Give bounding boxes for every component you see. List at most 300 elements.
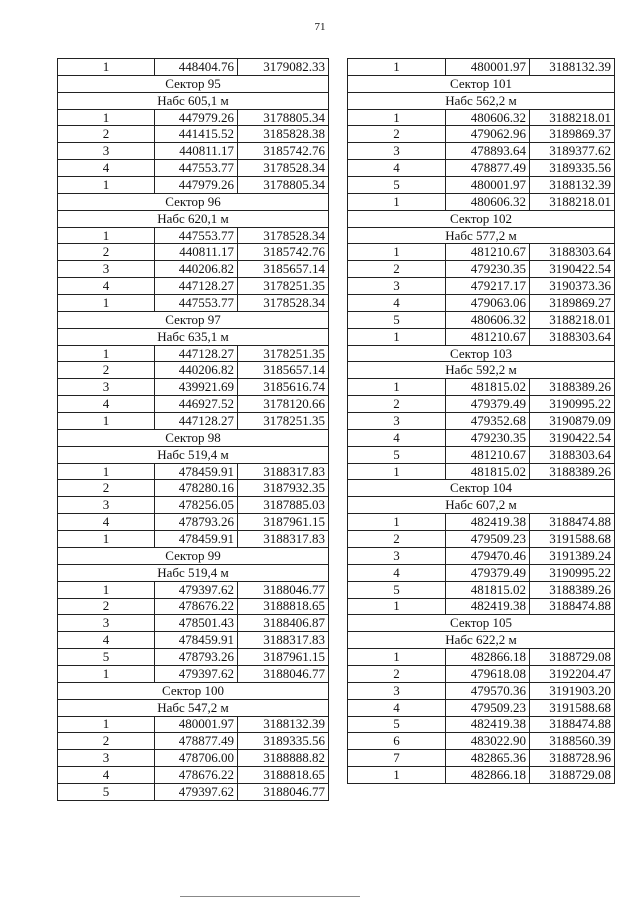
point-number: 1 [58,463,155,480]
x-coordinate: 448404.76 [155,59,238,76]
y-coordinate: 3178528.34 [238,227,329,244]
coordinate-row [58,126,329,143]
sector-header-text: Набс 620,1 м [58,210,329,227]
coordinate-row [348,750,615,767]
coordinate-row [348,295,615,312]
x-coordinate: 482419.38 [446,598,530,615]
x-coordinate: 479618.08 [446,665,530,682]
x-coordinate: 479509.23 [446,699,530,716]
y-coordinate: 3190422.54 [530,429,615,446]
point-number: 1 [348,328,446,345]
x-coordinate: 478793.26 [155,649,238,666]
coordinate-row [348,126,615,143]
sector-header-text: Набс 592,2 м [348,362,615,379]
y-coordinate: 3178805.34 [238,177,329,194]
sector-header-row [58,446,329,463]
point-number: 1 [58,665,155,682]
coordinate-row [58,278,329,295]
y-coordinate: 3189335.56 [530,160,615,177]
x-coordinate: 481210.67 [446,446,530,463]
x-coordinate: 479352.68 [446,413,530,430]
x-coordinate: 478893.64 [446,143,530,160]
y-coordinate: 3185828.38 [238,126,329,143]
x-coordinate: 480606.32 [446,311,530,328]
x-coordinate: 478877.49 [155,733,238,750]
point-number: 1 [58,59,155,76]
x-coordinate: 440206.82 [155,261,238,278]
x-coordinate: 480001.97 [155,716,238,733]
coordinate-row [58,733,329,750]
sector-header-text: Сектор 99 [58,547,329,564]
y-coordinate: 3178251.35 [238,413,329,430]
coordinate-row [348,649,615,666]
coordinate-row [58,632,329,649]
x-coordinate: 478459.91 [155,531,238,548]
x-coordinate: 440811.17 [155,244,238,261]
coordinate-row [58,783,329,800]
point-number: 5 [58,783,155,800]
y-coordinate: 3188818.65 [238,767,329,784]
point-number: 2 [58,244,155,261]
point-number: 2 [348,531,446,548]
x-coordinate: 439921.69 [155,379,238,396]
x-coordinate: 479217.17 [446,278,530,295]
point-number: 3 [348,547,446,564]
y-coordinate: 3188218.01 [530,109,615,126]
point-number: 1 [58,345,155,362]
x-coordinate: 479230.35 [446,261,530,278]
y-coordinate: 3188474.88 [530,514,615,531]
sector-header-text: Сектор 96 [58,193,329,210]
coordinate-row [348,328,615,345]
coordinate-row [58,362,329,379]
point-number: 3 [58,379,155,396]
sector-header-text: Сектор 105 [348,615,615,632]
point-number: 1 [58,109,155,126]
x-coordinate: 447553.77 [155,160,238,177]
y-coordinate: 3188218.01 [530,311,615,328]
coordinates-table-left [57,58,329,801]
x-coordinate: 478706.00 [155,750,238,767]
point-number: 2 [348,665,446,682]
sector-header-text: Набс 577,2 м [348,227,615,244]
coordinate-row [348,699,615,716]
y-coordinate: 3191903.20 [530,682,615,699]
point-number: 1 [58,413,155,430]
coordinate-row [348,665,615,682]
point-number: 4 [348,295,446,312]
x-coordinate: 446927.52 [155,396,238,413]
y-coordinate: 3188389.26 [530,379,615,396]
point-number: 3 [58,615,155,632]
coordinate-row [58,716,329,733]
y-coordinate: 3188303.64 [530,244,615,261]
coordinate-row [348,716,615,733]
sector-header-text: Сектор 104 [348,480,615,497]
coordinate-row [348,244,615,261]
sector-header-row [348,362,615,379]
x-coordinate: 447128.27 [155,413,238,430]
x-coordinate: 480606.32 [446,109,530,126]
y-coordinate: 3178120.66 [238,396,329,413]
x-coordinate: 479063.06 [446,295,530,312]
coordinate-row [348,396,615,413]
sector-header-row [348,75,615,92]
x-coordinate: 481815.02 [446,379,530,396]
y-coordinate: 3191588.68 [530,531,615,548]
point-number: 1 [348,463,446,480]
point-number: 2 [58,733,155,750]
point-number: 4 [58,160,155,177]
x-coordinate: 482419.38 [446,716,530,733]
sector-header-text: Сектор 97 [58,311,329,328]
sector-header-text: Сектор 103 [348,345,615,362]
sector-header-row [58,311,329,328]
x-coordinate: 482866.18 [446,649,530,666]
coordinate-row [348,413,615,430]
point-number: 1 [348,649,446,666]
coordinate-row [58,649,329,666]
x-coordinate: 479509.23 [446,531,530,548]
y-coordinate: 3189869.27 [530,295,615,312]
x-coordinate: 478501.43 [155,615,238,632]
y-coordinate: 3185616.74 [238,379,329,396]
y-coordinate: 3188560.39 [530,733,615,750]
x-coordinate: 482866.18 [446,767,530,784]
sector-header-text: Набс 605,1 м [58,92,329,109]
point-number: 2 [348,261,446,278]
point-number: 1 [58,295,155,312]
sector-header-row [348,497,615,514]
point-number: 4 [58,278,155,295]
coordinate-row [348,581,615,598]
x-coordinate: 478877.49 [446,160,530,177]
point-number: 3 [58,143,155,160]
point-number: 4 [348,564,446,581]
sector-header-row [58,210,329,227]
y-coordinate: 3188389.26 [530,581,615,598]
y-coordinate: 3188729.08 [530,767,615,784]
y-coordinate: 3188729.08 [530,649,615,666]
point-number: 1 [348,598,446,615]
x-coordinate: 478676.22 [155,767,238,784]
point-number: 1 [58,581,155,598]
point-number: 1 [58,531,155,548]
coordinate-row [348,429,615,446]
y-coordinate: 3190879.09 [530,413,615,430]
x-coordinate: 478459.91 [155,463,238,480]
x-coordinate: 478280.16 [155,480,238,497]
y-coordinate: 3185657.14 [238,261,329,278]
sector-header-row [348,227,615,244]
sector-header-text: Набс 562,2 м [348,92,615,109]
point-number: 7 [348,750,446,767]
y-coordinate: 3188406.87 [238,615,329,632]
y-coordinate: 3187961.15 [238,514,329,531]
point-number: 1 [348,514,446,531]
coordinate-row [348,59,615,76]
point-number: 4 [58,514,155,531]
scan-edge-line [180,896,360,897]
sector-header-text: Набс 519,4 м [58,446,329,463]
x-coordinate: 441415.52 [155,126,238,143]
x-coordinate: 447553.77 [155,295,238,312]
x-coordinate: 479379.49 [446,396,530,413]
sector-header-row [58,429,329,446]
y-coordinate: 3190422.54 [530,261,615,278]
point-number: 4 [58,396,155,413]
y-coordinate: 3185742.76 [238,143,329,160]
x-coordinate: 479062.96 [446,126,530,143]
coordinate-row [58,295,329,312]
point-number: 4 [58,767,155,784]
x-coordinate: 479397.62 [155,783,238,800]
x-coordinate: 482419.38 [446,514,530,531]
y-coordinate: 3188132.39 [530,59,615,76]
y-coordinate: 3178805.34 [238,109,329,126]
x-coordinate: 481210.67 [446,244,530,261]
point-number: 3 [348,682,446,699]
sector-header-text: Набс 622,2 м [348,632,615,649]
y-coordinate: 3188474.88 [530,598,615,615]
point-number: 4 [348,699,446,716]
coordinate-row [58,261,329,278]
x-coordinate: 447128.27 [155,278,238,295]
coordinate-row [58,581,329,598]
y-coordinate: 3178251.35 [238,345,329,362]
x-coordinate: 447979.26 [155,177,238,194]
y-coordinate: 3188303.64 [530,446,615,463]
y-coordinate: 3188888.82 [238,750,329,767]
y-coordinate: 3188474.88 [530,716,615,733]
coordinate-row [58,767,329,784]
x-coordinate: 479397.62 [155,581,238,598]
y-coordinate: 3190995.22 [530,564,615,581]
coordinate-row [348,547,615,564]
y-coordinate: 3189335.56 [238,733,329,750]
point-number: 1 [348,244,446,261]
coordinate-row [348,261,615,278]
point-number: 1 [348,59,446,76]
point-number: 4 [348,429,446,446]
point-number: 1 [58,227,155,244]
y-coordinate: 3178251.35 [238,278,329,295]
point-number: 5 [348,177,446,194]
coordinate-row [58,497,329,514]
point-number: 3 [348,413,446,430]
x-coordinate: 447128.27 [155,345,238,362]
y-coordinate: 3191389.24 [530,547,615,564]
point-number: 1 [348,193,446,210]
coordinate-row [348,278,615,295]
sector-header-text: Сектор 95 [58,75,329,92]
y-coordinate: 3192204.47 [530,665,615,682]
y-coordinate: 3188389.26 [530,463,615,480]
coordinate-row [58,463,329,480]
y-coordinate: 3188303.64 [530,328,615,345]
sector-header-text: Сектор 101 [348,75,615,92]
coordinate-row [348,311,615,328]
point-number: 1 [58,177,155,194]
y-coordinate: 3188132.39 [238,716,329,733]
y-coordinate: 3190995.22 [530,396,615,413]
x-coordinate: 480001.97 [446,177,530,194]
point-number: 2 [58,362,155,379]
point-number: 2 [348,126,446,143]
point-number: 1 [348,109,446,126]
point-number: 5 [348,581,446,598]
x-coordinate: 481210.67 [446,328,530,345]
point-number: 4 [348,160,446,177]
y-coordinate: 3188046.77 [238,581,329,598]
coordinate-row [58,59,329,76]
y-coordinate: 3188818.65 [238,598,329,615]
point-number: 1 [348,379,446,396]
y-coordinate: 3188218.01 [530,193,615,210]
sector-header-row [58,328,329,345]
x-coordinate: 479230.35 [446,429,530,446]
point-number: 5 [348,311,446,328]
point-number: 2 [348,396,446,413]
point-number: 1 [348,767,446,784]
point-number: 2 [58,598,155,615]
sector-header-text: Набс 519,4 м [58,564,329,581]
sector-header-text: Набс 547,2 м [58,699,329,716]
coordinate-row [348,733,615,750]
point-number: 5 [58,649,155,666]
sector-header-row [348,480,615,497]
coordinate-row [348,143,615,160]
sector-header-text: Сектор 102 [348,210,615,227]
sector-header-text: Набс 635,1 м [58,328,329,345]
coordinate-row [348,767,615,784]
coordinate-row [58,531,329,548]
sector-header-text: Сектор 98 [58,429,329,446]
coordinate-row [348,109,615,126]
x-coordinate: 481815.02 [446,581,530,598]
coordinate-row [58,396,329,413]
x-coordinate: 480001.97 [446,59,530,76]
coordinate-row [348,193,615,210]
coordinate-row [58,514,329,531]
coordinate-row [348,177,615,194]
x-coordinate: 447979.26 [155,109,238,126]
x-coordinate: 447553.77 [155,227,238,244]
coordinate-row [58,615,329,632]
y-coordinate: 3187961.15 [238,649,329,666]
coordinates-table-right [347,58,615,784]
sector-header-row [58,193,329,210]
y-coordinate: 3185657.14 [238,362,329,379]
sector-header-row [58,699,329,716]
page-number: 71 [314,21,326,33]
sector-header-row [58,92,329,109]
coordinate-row [348,682,615,699]
y-coordinate: 3187885.03 [238,497,329,514]
sector-header-row [348,210,615,227]
x-coordinate: 480606.32 [446,193,530,210]
y-coordinate: 3188317.83 [238,463,329,480]
coordinate-row [348,531,615,548]
x-coordinate: 479470.46 [446,547,530,564]
sector-header-row [58,547,329,564]
coordinate-row [58,480,329,497]
point-number: 6 [348,733,446,750]
sector-header-text: Сектор 100 [58,682,329,699]
x-coordinate: 478676.22 [155,598,238,615]
point-number: 3 [58,750,155,767]
coordinate-row [348,446,615,463]
coordinate-row [58,413,329,430]
y-coordinate: 3188046.77 [238,783,329,800]
point-number: 5 [348,446,446,463]
point-number: 3 [58,497,155,514]
x-coordinate: 440206.82 [155,362,238,379]
sector-header-row [348,632,615,649]
sector-header-row [348,615,615,632]
sector-header-row [58,75,329,92]
point-number: 3 [348,278,446,295]
y-coordinate: 3178528.34 [238,295,329,312]
coordinate-row [58,109,329,126]
y-coordinate: 3189869.37 [530,126,615,143]
x-coordinate: 479397.62 [155,665,238,682]
y-coordinate: 3179082.33 [238,59,329,76]
y-coordinate: 3189377.62 [530,143,615,160]
coordinate-row [348,463,615,480]
x-coordinate: 482865.36 [446,750,530,767]
x-coordinate: 481815.02 [446,463,530,480]
y-coordinate: 3187932.35 [238,480,329,497]
sector-header-row [58,682,329,699]
coordinate-row [58,143,329,160]
coordinate-row [58,379,329,396]
y-coordinate: 3188317.83 [238,632,329,649]
coordinate-row [348,160,615,177]
y-coordinate: 3178528.34 [238,160,329,177]
sector-header-row [348,92,615,109]
y-coordinate: 3191588.68 [530,699,615,716]
sector-header-text: Набс 607,2 м [348,497,615,514]
y-coordinate: 3188046.77 [238,665,329,682]
y-coordinate: 3188728.96 [530,750,615,767]
coordinate-row [58,160,329,177]
point-number: 2 [58,126,155,143]
point-number: 3 [58,261,155,278]
x-coordinate: 479379.49 [446,564,530,581]
x-coordinate: 478459.91 [155,632,238,649]
coordinate-row [348,598,615,615]
x-coordinate: 440811.17 [155,143,238,160]
coordinate-row [348,564,615,581]
point-number: 1 [58,716,155,733]
coordinate-row [348,379,615,396]
x-coordinate: 479570.36 [446,682,530,699]
coordinate-row [348,514,615,531]
point-number: 2 [58,480,155,497]
coordinate-row [58,345,329,362]
coordinate-row [58,665,329,682]
x-coordinate: 478793.26 [155,514,238,531]
y-coordinate: 3190373.36 [530,278,615,295]
x-coordinate: 483022.90 [446,733,530,750]
coordinate-row [58,750,329,767]
point-number: 4 [58,632,155,649]
y-coordinate: 3188317.83 [238,531,329,548]
sector-header-row [348,345,615,362]
y-coordinate: 3185742.76 [238,244,329,261]
sector-header-row [58,564,329,581]
